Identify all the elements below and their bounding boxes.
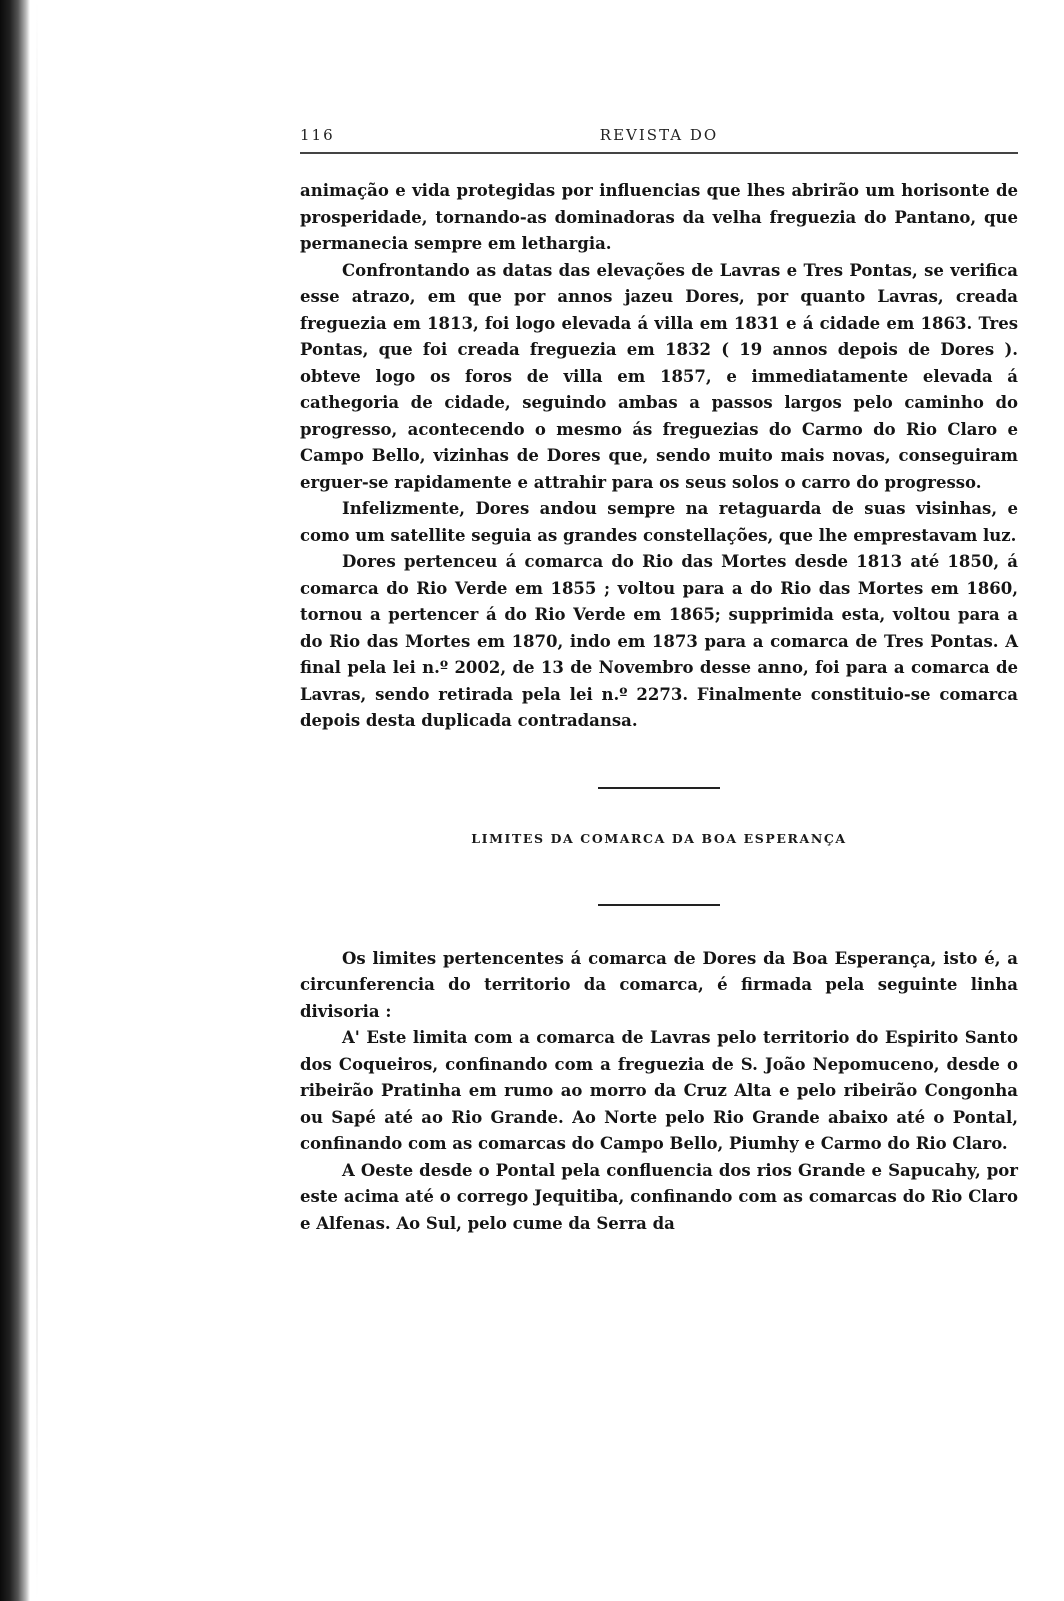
page-number: 116 — [300, 126, 335, 144]
paragraph: Confrontando as datas das elevações de Lavras e Tres Pontas, se verifica esse atrazo, em que por annos jazeu Dores, por quanto Lavras, creada freguezia em 1813, foi logo elevada á villa em 1831 e á cidade em 1863. Tres Pontas, que foi creada freguezia em 1832 ( 19 annos depois de Dores ). obteve logo os foros de villa em 1857, e immediatamente elevada á cathegoria de cidade, seguindo ambas a passos largos pelo caminho do progresso, acontecendo o mesmo ás freguezias do Carmo do Rio Claro e Campo Bello, vizinhas de Dores que, sendo muito mais novas, conseguiram erguer-se rapidamente e attrahir para os seus solos o carro do progresso. — [300, 260, 1018, 492]
running-title: REVISTA DO — [599, 126, 719, 144]
paragraph: animação e vida protegidas por influencias que lhes abrirão um horisonte de prosperidade, tornando-as dominadoras da velha freguezia do Pantano, que permanecia sempre em lethargia. — [300, 181, 1018, 253]
page-fold-shadow — [36, 0, 38, 1601]
running-head — [300, 120, 1018, 150]
section-divider-top — [598, 787, 720, 789]
book-page — [300, 120, 1018, 1237]
paragraph: Infelizmente, Dores andou sempre na retaguarda de suas visinhas, e como um satellite seguia as grandes constellações, que lhe emprestavam luz. — [300, 499, 1018, 545]
header-rule — [300, 152, 1018, 154]
paragraph: Dores pertenceu á comarca do Rio das Mortes desde 1813 até 1850, á comarca do Rio Verde em 1855 ; voltou para a do Rio das Mortes em 1860, tornou a pertencer á do Rio Verde em 1865; supprimida esta, voltou para a do Rio das Mortes em 1870, indo em 1873 para a comarca de Tres Pontas. A final pela lei n.º 2002, de 13 de Novembro desse anno, foi para a comarca de Lavras, sendo retirada pela lei n.º 2273. Finalmente constituio-se comarca depois desta duplicada contradansa. — [300, 552, 1018, 730]
section-divider-bottom — [598, 904, 720, 906]
body-text-top — [300, 178, 1018, 735]
paragraph: A Oeste desde o Pontal pela confluencia dos rios Grande e Sapucahy, por este acima até o corrego Jequitiba, confinando com as comarcas do Rio Claro e Alfenas. Ao Sul, pelo cume da Serra da — [300, 1160, 1018, 1233]
book-binding-edge — [0, 0, 30, 1601]
paragraph: Os limites pertencentes á comarca de Dores da Boa Esperança, isto é, a circunferencia do territorio da comarca, é firmada pela seguinte linha divisoria : — [300, 948, 1018, 1021]
section-title: LIMITES DA COMARCA DA BOA ESPERANÇA — [471, 830, 847, 846]
body-text-bottom — [300, 946, 1018, 1238]
paragraph: A' Este limita com a comarca de Lavras pelo territorio do Espirito Santo dos Coqueiros, confinando com a freguezia de S. João Nepomuceno, desde o ribeirão Pratinha em rumo ao morro da Cruz Alta e pelo ribeirão Congonha ou Sapé até ao Rio Grande. Ao Norte pelo Rio Grande abaixo até o Pontal, confinando com as comarcas do Campo Bello, Piumhy e Carmo do Rio Claro. — [300, 1028, 1018, 1153]
